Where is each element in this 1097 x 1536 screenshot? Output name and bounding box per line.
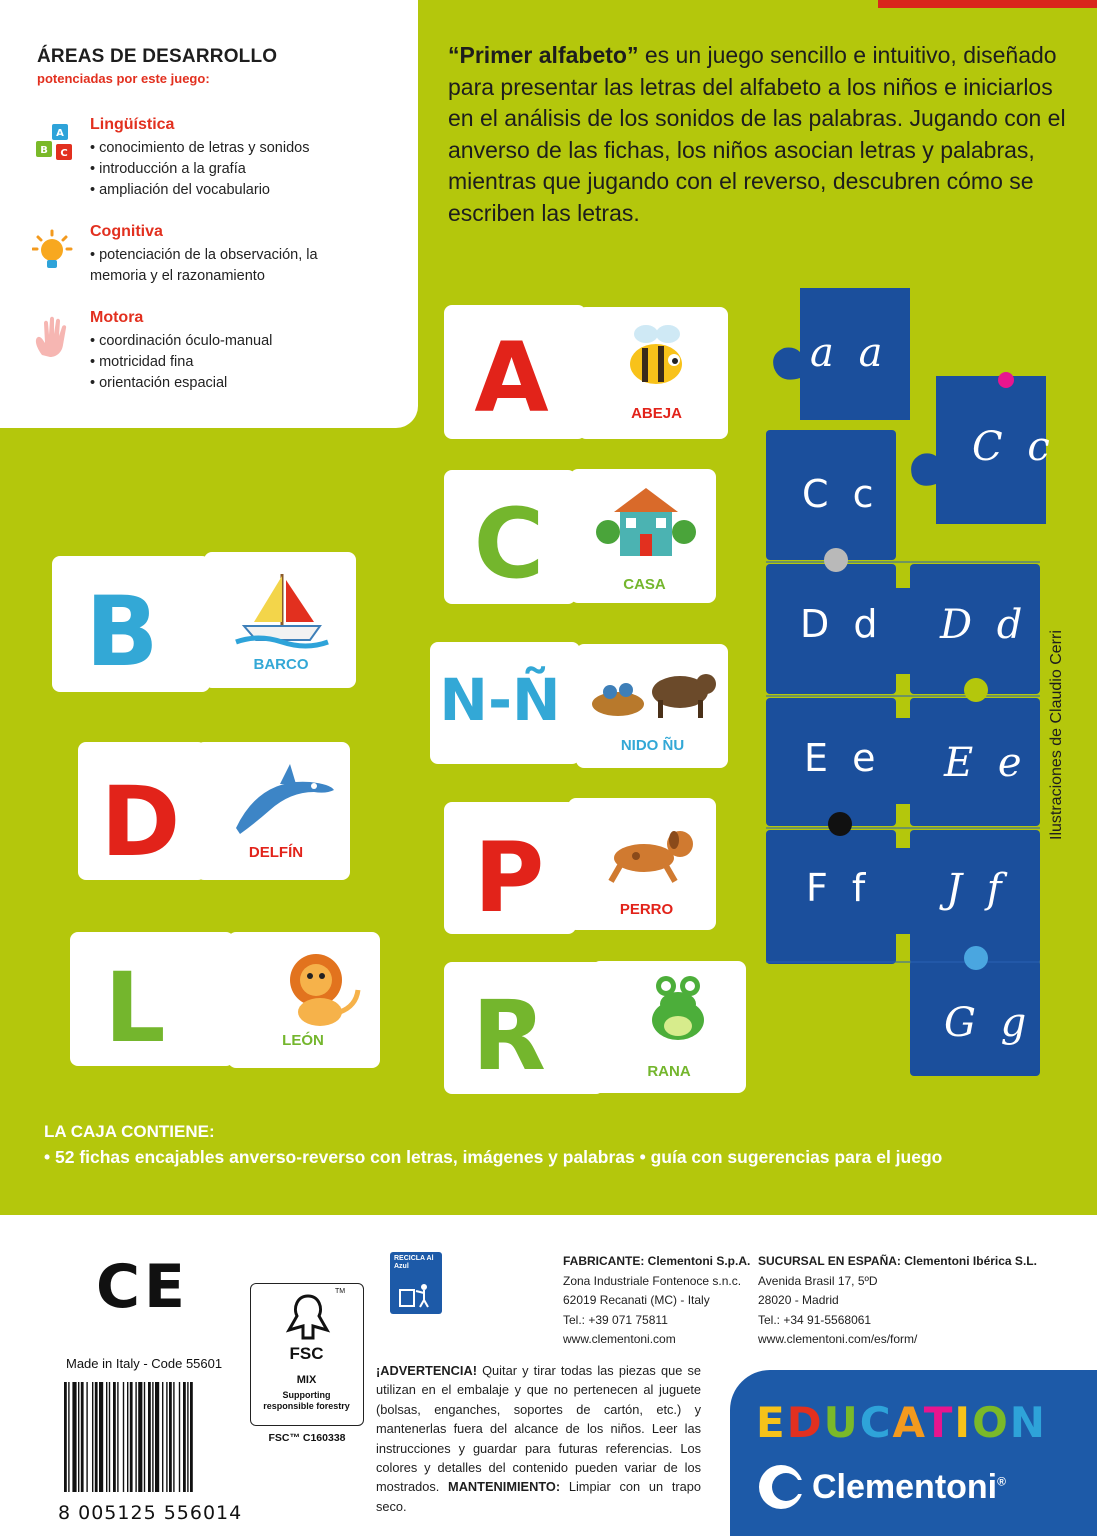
manufacturer-line: Tel.: +39 071 75811 bbox=[563, 1312, 668, 1327]
abc-blocks-icon bbox=[32, 122, 78, 168]
piece-word: ABEJA bbox=[631, 405, 682, 422]
barcode-bar bbox=[81, 1382, 84, 1492]
manufacturer-line: FABRICANTE: Clementoni S.p.A. bbox=[563, 1254, 751, 1268]
area-line: • potenciación de la observación, la bbox=[90, 247, 318, 263]
subsidiary-line: www.clementoni.com/es/form/ bbox=[758, 1332, 918, 1346]
education-logo bbox=[756, 1398, 1047, 1447]
area-title: Lingüística bbox=[90, 116, 175, 133]
print-f: F f bbox=[806, 866, 872, 910]
barcode-bar bbox=[109, 1382, 110, 1492]
warning-label: ¡ADVERTENCIA! bbox=[376, 1363, 477, 1378]
barcode-bar bbox=[130, 1382, 133, 1492]
puzzle-piece-r bbox=[444, 958, 750, 1103]
box-contents-text: • 52 fichas encajables anverso-reverso con letras, imágenes y palabras • guía con sugerencias para el juego bbox=[44, 1147, 943, 1167]
fsc-name: FSC bbox=[289, 1344, 324, 1363]
barcode-bar bbox=[173, 1382, 174, 1492]
barcode-bar bbox=[155, 1382, 159, 1492]
top-red-bar bbox=[878, 0, 1097, 8]
barcode-number: 8 005125 556014 bbox=[58, 1502, 243, 1524]
barcode-bar bbox=[86, 1382, 87, 1492]
abc-block-c: C bbox=[60, 148, 68, 159]
brand-name bbox=[812, 1468, 1006, 1507]
house-icon bbox=[596, 480, 696, 564]
illustrations-credit: Ilustraciones de Claudio Cerri bbox=[1048, 630, 1065, 840]
education-letter: O bbox=[972, 1398, 1010, 1447]
clementoni-c-icon bbox=[756, 1462, 806, 1512]
subsidiary-line: SUCURSAL EN ESPAÑA: Clementoni Ibérica S.L. bbox=[758, 1254, 1037, 1268]
subsidiary-info bbox=[758, 1252, 1037, 1350]
barcode-bar bbox=[144, 1382, 145, 1492]
barcode-bar bbox=[117, 1382, 118, 1492]
barcode-bar bbox=[68, 1382, 69, 1492]
ce-mark: CE bbox=[96, 1252, 190, 1322]
barcode-bar bbox=[123, 1382, 124, 1492]
intro-body: es un juego sencillo e intuitivo, diseñado para presentar las letras del alfabeto a los niños e iniciarlos en el análisis de los sonidos de las palabras. Jugando con el anverso de las fichas, los niños asocian letras y palabras, mientras que jugando con el reverso, descubren cómo se escriben las letras. bbox=[448, 42, 1066, 226]
piece-word: BARCO bbox=[253, 656, 309, 673]
fsc-tree-icon bbox=[283, 1292, 333, 1342]
piece-letter: D bbox=[100, 766, 181, 878]
barcode-bar bbox=[138, 1382, 142, 1492]
warning-body: Quitar y tirar todas las piezas que se utilizan en el embalaje y que no pertenecen al juguete (bolsas, enganches, soportes de cartón, etc.) y mantenerlas fuera del alcance de los niños. Leer las instrucciones y guardar para futuras referencias. Los colores y detalles del contenido pueden variar de los mostrados. bbox=[376, 1363, 701, 1495]
barcode-bar bbox=[183, 1382, 186, 1492]
barcode-bar bbox=[78, 1382, 79, 1492]
brand-text: Clementoni bbox=[812, 1468, 998, 1506]
education-brand-panel bbox=[730, 1370, 1097, 1536]
puzzle-piece-a bbox=[444, 302, 730, 447]
warning-text bbox=[376, 1361, 701, 1516]
lightbulb-icon bbox=[32, 229, 78, 275]
piece-letter: B bbox=[85, 576, 159, 688]
areas-subheading: potenciadas por este juego: bbox=[37, 71, 210, 86]
maintenance-body: Limpiar con un trapo seco. bbox=[376, 1479, 701, 1514]
piece-letter: R bbox=[472, 980, 546, 1092]
abc-block-a: A bbox=[56, 128, 64, 139]
fsc-tm: TM bbox=[335, 1288, 346, 1295]
barcode-bar bbox=[92, 1382, 93, 1492]
fsc-mix: MIX bbox=[296, 1374, 317, 1386]
hand-icon bbox=[32, 315, 78, 361]
barcode-bar bbox=[95, 1382, 98, 1492]
piece-word: NIDO ÑU bbox=[620, 737, 685, 754]
barcode-bar bbox=[166, 1382, 167, 1492]
box-contents bbox=[44, 1122, 942, 1168]
bee-icon bbox=[616, 316, 696, 396]
cursive-c: C c bbox=[972, 424, 1056, 470]
piece-letter: N-Ñ bbox=[439, 666, 561, 734]
barcode-bar bbox=[64, 1382, 67, 1492]
area-line: • motricidad fina bbox=[90, 353, 194, 370]
fsc-line1: Supporting bbox=[282, 1390, 331, 1400]
piece-word: RANA bbox=[647, 1063, 691, 1080]
manufacturer-info bbox=[563, 1252, 750, 1350]
recicla-badge bbox=[390, 1252, 442, 1314]
barcode-bar bbox=[99, 1382, 103, 1492]
puzzle-piece-c bbox=[444, 468, 730, 613]
barcode-bar bbox=[113, 1382, 116, 1492]
piece-letter: C bbox=[473, 488, 545, 600]
recicla-label: RECICLA Al Azul bbox=[394, 1255, 434, 1270]
piece-word: LEÓN bbox=[282, 1032, 324, 1049]
made-in-italy: Made in Italy - Code 55601 bbox=[66, 1356, 223, 1371]
dolphin-icon bbox=[230, 758, 340, 838]
area-line: memoria y el razonamiento bbox=[90, 267, 265, 284]
cursive-g: G g bbox=[944, 1000, 1033, 1046]
print-e: E e bbox=[804, 736, 882, 780]
puzzle-piece-b bbox=[52, 550, 358, 699]
piece-word: CASA bbox=[623, 576, 666, 593]
subsidiary-line: 28020 - Madrid bbox=[758, 1293, 839, 1307]
cursive-d: D d bbox=[940, 602, 1029, 648]
area-title: Cognitiva bbox=[90, 223, 163, 240]
sailboat-icon bbox=[234, 570, 330, 650]
lion-icon bbox=[270, 946, 366, 1030]
manufacturer-line: 62019 Recanati (MC) - Italy bbox=[563, 1293, 710, 1307]
education-letter: A bbox=[892, 1398, 924, 1447]
piece-letter: L bbox=[104, 952, 166, 1064]
education-letter: I bbox=[954, 1398, 973, 1447]
maintenance-label: MANTENIMIENTO: bbox=[448, 1479, 561, 1495]
fsc-code: FSC™ C160338 bbox=[268, 1432, 346, 1444]
area-line: • coordinación óculo-manual bbox=[90, 333, 273, 349]
barcode-bar bbox=[162, 1382, 163, 1492]
piece-letter: P bbox=[473, 822, 545, 934]
area-line: • orientación espacial bbox=[90, 374, 228, 391]
cursive-e: E e bbox=[944, 740, 1028, 786]
registered-mark: ® bbox=[997, 1474, 1006, 1489]
barcode-bar bbox=[190, 1382, 193, 1492]
blue-pieces-graphic bbox=[760, 288, 1060, 1078]
education-wordmark bbox=[756, 1398, 1047, 1447]
piece-letter: A bbox=[474, 322, 549, 434]
barcode-bar bbox=[169, 1382, 172, 1492]
puzzle-piece-l bbox=[70, 930, 386, 1079]
box-title: LA CAJA CONTIENE: bbox=[44, 1122, 215, 1141]
piece-word: PERRO bbox=[619, 901, 674, 918]
barcode-bar bbox=[127, 1382, 128, 1492]
abc-block-b: B bbox=[40, 145, 48, 156]
area-line: • conocimiento de letras y sonidos bbox=[90, 140, 310, 156]
barcode-bar bbox=[152, 1382, 153, 1492]
subsidiary-line: Avenida Brasil 17, 5ºD bbox=[758, 1273, 878, 1288]
education-letter: C bbox=[859, 1398, 893, 1447]
intro-title: “Primer alfabeto” bbox=[448, 42, 639, 68]
dog-icon bbox=[596, 818, 700, 890]
barcode-bar bbox=[187, 1382, 188, 1492]
print-d: D d bbox=[800, 602, 884, 646]
cursive-f: J f bbox=[946, 866, 1008, 912]
recycle-person-icon bbox=[398, 1282, 434, 1308]
intro-text bbox=[448, 40, 1068, 229]
barcode-bar bbox=[148, 1382, 151, 1492]
frog-icon bbox=[636, 966, 720, 1050]
puzzle-piece-n bbox=[430, 640, 730, 775]
education-letter: D bbox=[786, 1398, 824, 1447]
fsc-label bbox=[250, 1283, 364, 1426]
manufacturer-line: www.clementoni.com bbox=[563, 1332, 676, 1346]
barcode-bar bbox=[135, 1382, 136, 1492]
areas-heading: ÁREAS DE DESARROLLO bbox=[37, 46, 278, 67]
barcode-bar bbox=[106, 1382, 107, 1492]
area-line: • ampliación del vocabulario bbox=[90, 181, 270, 198]
barcode-bar bbox=[72, 1382, 76, 1492]
education-letter: E bbox=[756, 1398, 787, 1447]
area-title: Motora bbox=[90, 309, 144, 326]
education-letter: T bbox=[923, 1398, 955, 1447]
piece-word: DELFÍN bbox=[248, 844, 304, 861]
education-letter: U bbox=[823, 1398, 860, 1447]
print-c: C c bbox=[802, 472, 880, 516]
puzzle-piece-p bbox=[444, 796, 730, 941]
cursive-a: a a bbox=[810, 330, 889, 376]
subsidiary-line: Tel.: +34 91-5568061 bbox=[758, 1312, 872, 1327]
barcode-graphic bbox=[62, 1382, 234, 1496]
nest-gnu-icon bbox=[588, 662, 720, 722]
barcode-bar bbox=[179, 1382, 180, 1492]
area-line: • introducción a la grafía bbox=[90, 160, 246, 177]
education-letter: N bbox=[1009, 1398, 1047, 1447]
manufacturer-line: Zona Industriale Fontenoce s.n.c. bbox=[563, 1273, 742, 1288]
puzzle-piece-d bbox=[78, 740, 352, 889]
fsc-line2: responsible forestry bbox=[263, 1401, 350, 1411]
